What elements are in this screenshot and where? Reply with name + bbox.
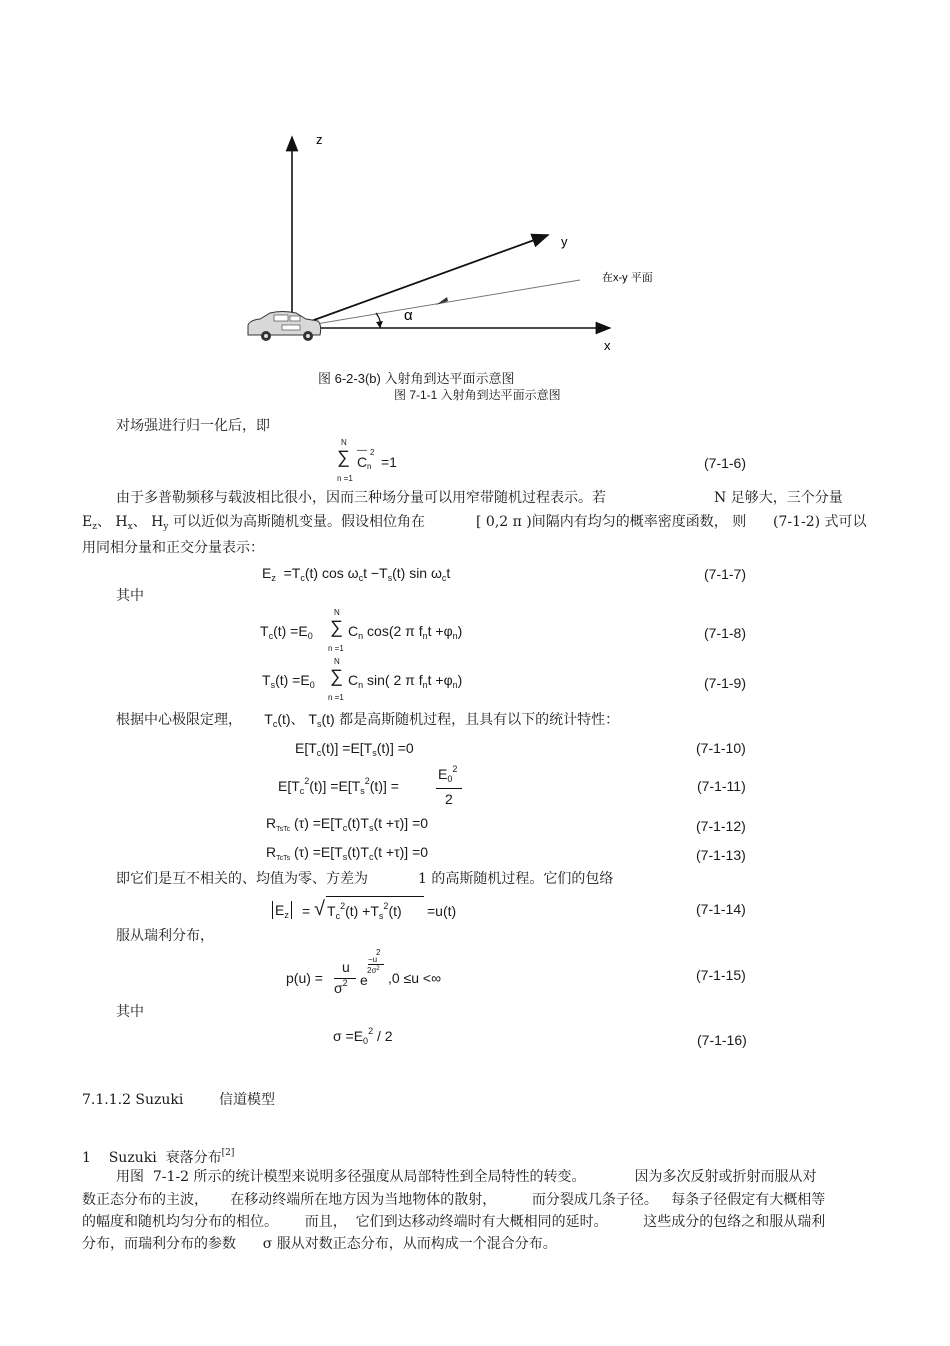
paragraph-uncorrelated-a: 即它们是互不相关的、均值为零、方差为 [116, 871, 368, 887]
equation-7-1-6: N ∑ n =1 C — n 2 =1 [337, 438, 397, 483]
body-line-4: 分布，而瑞利分布的参数 σ 服从对数正态分布，从而构成一个混合分布。 [82, 1236, 557, 1252]
figure-caption-new: 图 7-1-1 入射角到达平面示意图 [394, 388, 561, 402]
paragraph-doppler-a: 由于多普勒频移与载波相比很小，因而三种场分量可以用窄带随机过程表示。若 [116, 490, 606, 506]
section-heading: 7.1.1.2 Suzuki 信道模型 [82, 1092, 275, 1108]
x-label: x [604, 338, 611, 353]
paragraph-components-c: (7-1-2) 式可以 [773, 514, 867, 530]
body-line-1: 用图 7-1-2 所示的统计模型来说明多径强度从局部特性到全局特性的转变。 因为多次反射或折射而服从对 [116, 1169, 817, 1185]
equation-number: (7-1-12) [696, 818, 746, 834]
equation-number: (7-1-9) [704, 675, 747, 691]
paragraph-where-1: 其中 [116, 588, 144, 604]
incident-ray [292, 280, 580, 328]
equation-number: (7-1-10) [696, 740, 746, 756]
paragraph-components-b: [ 0,2 π )间隔内有均匀的概率密度函数， 则 [476, 514, 747, 530]
equation-number: (7-1-11) [697, 778, 746, 794]
equation-7-1-9: N $T_s(t) =E_0$ ∑ n =1 $C_n$ sin( 2 π $f_nt +\varphi_n$) [262, 657, 463, 702]
paragraph-clt: 根据中心极限定理， $T_c(t)$、 $T_s(t)$ 都是高斯随机过程，且具有以下的统计特性： [116, 711, 620, 729]
incident-arrow [436, 297, 448, 305]
paragraph-uncorrelated-b: 1 的高斯随机过程。它们的包络 [418, 871, 614, 887]
subsection-heading: 1 Suzuki 衰落分布[2] [82, 1148, 235, 1166]
body-line-3: 的幅度和随机均匀分布的相位。 而且， 它们到达移动终端时有大概相同的延时。 这些成分的包络之和服从瑞利 [82, 1214, 826, 1230]
equation-7-1-14: $E_z$ = √ $T_c^2(t) +T_s^2(t)$ =u(t) [272, 894, 492, 928]
paragraph-where-2: 其中 [116, 1004, 144, 1020]
equation-7-1-10: $E[T_c(t)] =E[T_s(t)] =0$ [295, 740, 414, 758]
figure-caption-old: 图 6-2-3(b) 入射角到达平面示意图 [318, 371, 515, 386]
equation-7-1-13: $R_{TcTs}$ $(\tau) =E[T_s(t)T_c(t +\tau)] =0$ [266, 844, 429, 862]
y-label: y [561, 234, 568, 249]
body-line-2: 数正态分布的主波， 在移动终端所在地方因为当地物体的散射， 而分裂成几条子径。 每条子径假定有大概相等 [82, 1192, 826, 1208]
alpha-label: α [404, 307, 413, 324]
equation-7-1-12: $R_{TsTc}$ $(\tau) =E[T_c(t)T_s(t +\tau)] =0$ [266, 815, 429, 833]
equation-number: (7-1-15) [696, 967, 746, 983]
equation-7-1-7: $E_z =T_c(t)$ $\cos \omega_ct -T_s(t)$ $\sin \omega_ct$ [262, 565, 451, 583]
y-axis [292, 235, 548, 328]
paragraph-doppler-b: N 足够大，三个分量 [714, 490, 843, 506]
equation-7-1-16: $\sigma =E_0^2 / 2$ [333, 1026, 393, 1046]
incidence-angle-figure [230, 125, 680, 365]
z-label: z [316, 132, 323, 147]
equation-number: (7-1-7) [704, 566, 747, 582]
equation-number: (7-1-6) [704, 455, 747, 471]
equation-7-1-15: p(u) = u $\sigma^2$ e 2 −u $2\sigma^2$ ,0 ≤u <∞ [286, 948, 442, 996]
equation-number: (7-1-13) [696, 847, 746, 863]
paragraph-inphase: 用同相分量和正交分量表示： [82, 540, 264, 556]
plane-label: 在x-y 平面 [602, 272, 653, 284]
car-icon [248, 312, 321, 342]
paragraph-components: $E_z$、 $H_x$、 $H_y$ 可以近似为高斯随机变量。假设相位角在 [82, 514, 425, 532]
equation-number: (7-1-16) [697, 1032, 747, 1048]
paragraph-rayleigh: 服从瑞利分布， [116, 928, 214, 944]
equation-7-1-8: N $T_c(t) =E_0$ ∑ n =1 $C_n$ cos(2 π $f_nt +\varphi_n$) [260, 608, 463, 653]
equation-number: (7-1-8) [704, 625, 747, 641]
equation-number: (7-1-14) [696, 901, 746, 917]
paragraph-normalization: 对场强进行归一化后，即 [116, 418, 270, 434]
equation-7-1-11: $E[T_c^2(t)] =E[T_s^2(t)]$ = $E_0^2$ 2 [278, 762, 478, 808]
